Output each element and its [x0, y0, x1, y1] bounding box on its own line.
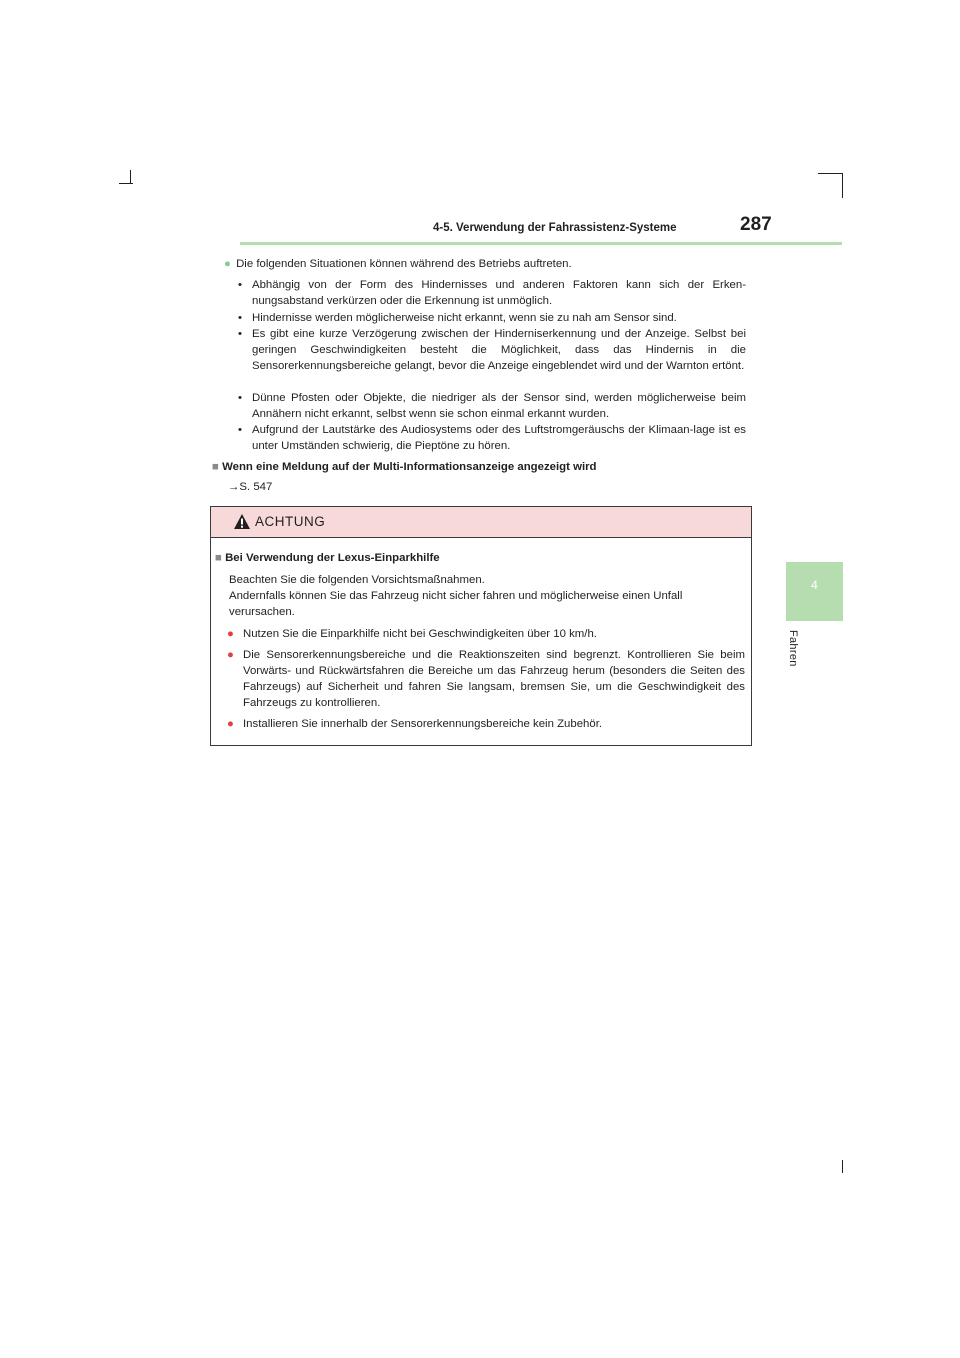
intro-item-text: Es gibt eine kurze Verzögerung zwischen der Hinderniserkennung und der Anzeige. Selbst bei geringen Geschwindigkeiten besteht die Möglichkeit, dass das Hindernis in die Sensorerkennungsbereiche gelangt, bevor die Anzeige eingeblendet wird und der Warnton ertönt.: [252, 328, 746, 372]
warning-item-text: Nutzen Sie die Einparkhilfe nicht bei Geschwindigkeiten über 10 km/h.: [243, 628, 597, 640]
warning-heading-line: [215, 550, 735, 566]
warning-item: [227, 716, 745, 732]
warning-item: [227, 626, 745, 642]
dot-icon: •: [238, 312, 242, 324]
warning-heading: Bei Verwendung der Lexus-Einparkhilfe: [225, 552, 440, 564]
warning-item-text: Die Sensorerkennungsbereiche und die Reaktionszeiten sind begrenzt. Kontrollieren Sie beim Vorwärts- und Rückwärtsfahren die Bereiche um das Fahrzeug herum (besonders die Seiten des Fahrzeugs) auf Sicherheit und fahren Sie langsam, bremsen Sie, um die Geschwindigkeit des Fahrzeugs zu kontrollieren.: [243, 649, 745, 709]
crop-mark-top-left-horizontal: [119, 183, 133, 184]
dot-icon: •: [238, 424, 242, 436]
message-section-heading: Wenn eine Meldung auf der Multi-Informationsanzeige angezeigt wird: [222, 461, 597, 473]
intro-item: [238, 326, 746, 374]
warning-intro: [229, 572, 744, 620]
red-bullet-icon: ●: [227, 649, 234, 661]
intro-item: [238, 422, 746, 454]
intro-item-text: Hindernisse werden möglicherweise nicht erkannt, wenn sie zu nah am Sensor sind.: [252, 312, 677, 324]
green-bullet-icon: ●: [224, 258, 231, 270]
warning-item-text: Installieren Sie innerhalb der Sensorerkennungsbereiche kein Zubehör.: [243, 718, 603, 730]
section-header: 4-5. Verwendung der Fahrassistenz-Systeme: [433, 222, 677, 234]
intro-item-text: Aufgrund der Lautstärke des Audiosystems oder des Luftstromgeräuschs der Klimaan-lage ist es unter Umständen schwierig, die Pieptöne zu hören.: [252, 424, 746, 452]
warning-intro-line1: Beachten Sie die folgenden Vorsichtsmaßnahmen.: [229, 574, 485, 586]
chapter-label: Fahren: [787, 630, 799, 667]
crop-mark-top-right-vertical: [842, 173, 843, 198]
dot-icon: •: [238, 392, 242, 404]
arrow-right-icon: →: [228, 481, 240, 493]
square-bullet-icon: ■: [212, 461, 219, 473]
square-bullet-icon: ■: [215, 552, 222, 564]
dot-icon: •: [238, 328, 242, 340]
page-reference-text: S. 547: [239, 481, 273, 493]
intro-item-text: Dünne Pfosten oder Objekte, die niedriger als der Sensor sind, werden möglicherweise beim Annähern nicht erkannt, selbst wenn sie schon einmal erkannt wurden.: [252, 392, 746, 420]
page-number: 287: [740, 214, 772, 235]
warning-box: [210, 506, 752, 746]
warning-title: ACHTUNG: [255, 514, 326, 529]
intro-item: [238, 277, 746, 309]
warning-item: [227, 647, 745, 711]
dot-icon: •: [238, 279, 242, 291]
message-section-heading-line: [212, 459, 772, 475]
header-rule: [240, 242, 842, 245]
warning-header: [211, 507, 751, 538]
chapter-number: 4: [811, 578, 818, 592]
red-bullet-icon: ●: [227, 628, 234, 640]
red-bullet-icon: ●: [227, 718, 234, 730]
intro-bullet-line: [224, 256, 754, 272]
warning-intro-line2: Andernfalls können Sie das Fahrzeug nicht sicher fahren und möglicherweise einen Unfall verursachen.: [229, 590, 683, 618]
crop-mark-top-right-horizontal: [818, 173, 842, 174]
intro-item: [238, 310, 746, 326]
crop-mark-bottom-right-vertical: [842, 1160, 843, 1173]
intro-item: [238, 390, 746, 422]
warning-triangle-icon: [233, 513, 251, 530]
page-reference[interactable]: [228, 479, 272, 495]
crop-mark-top-left-vertical: [130, 170, 131, 183]
intro-item-text: Abhängig von der Form des Hindernisses und anderen Faktoren kann sich der Erken-nungsabstand verkürzen oder die Erkennung ist unmöglich.: [252, 279, 746, 307]
intro-bullet-text: Die folgenden Situationen können während des Betriebs auftreten.: [236, 258, 572, 270]
